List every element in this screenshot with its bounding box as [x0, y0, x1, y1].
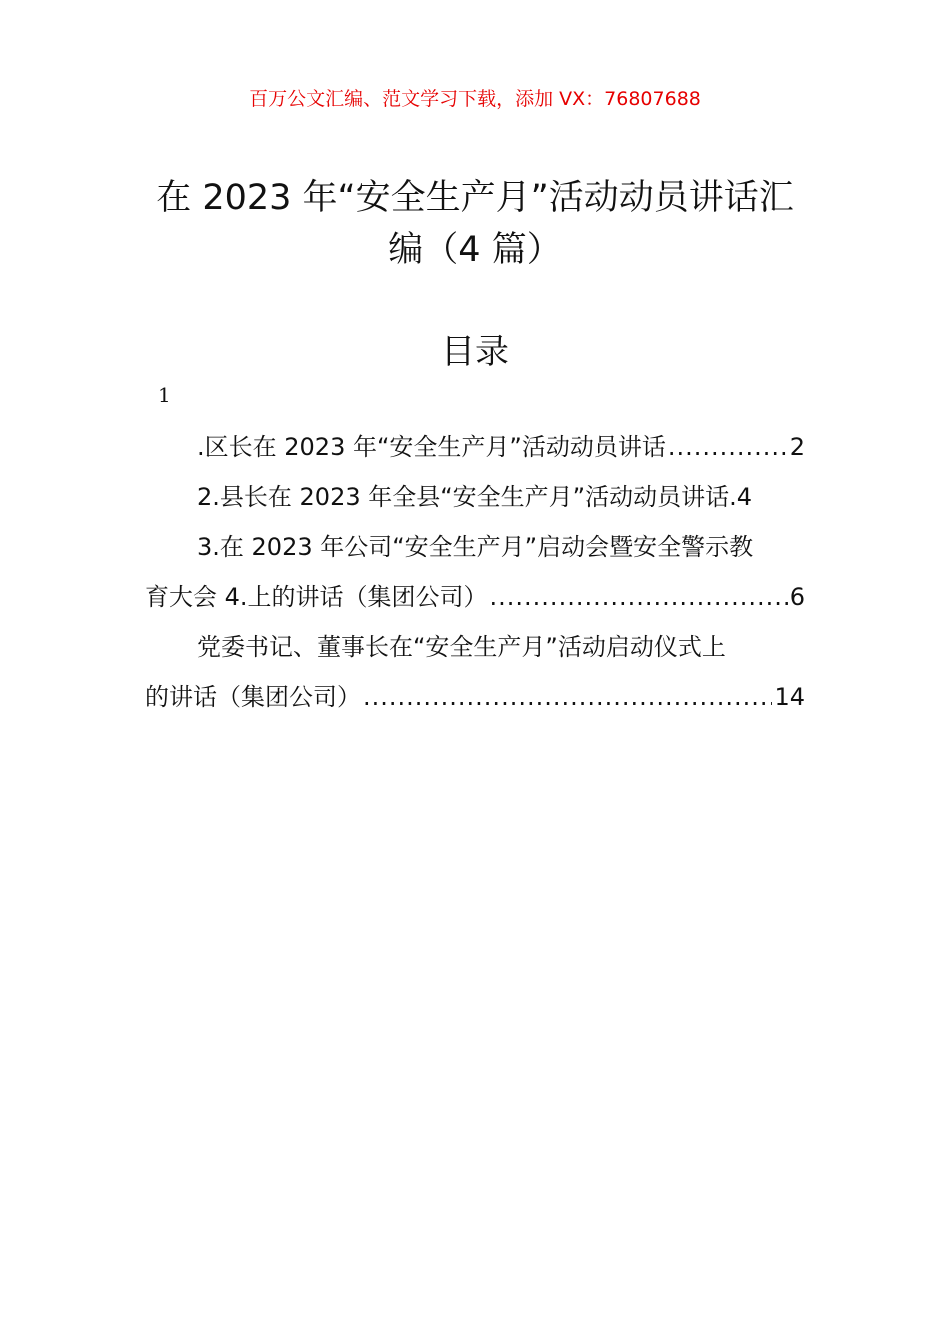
page-number-marker: 1 [158, 383, 171, 407]
toc-entry-3-line-1[interactable] [145, 522, 805, 572]
toc-entry-2-leader: . [729, 483, 737, 511]
toc-entry-1[interactable] [145, 422, 805, 472]
toc-entry-1-text: .区长在 2023 年“安全生产月”活动动员讲话 [197, 433, 666, 461]
toc-entry-4-text-line-1: 党委书记、董事长在“安全生产月”活动启动仪式上 [197, 633, 726, 661]
toc-entry-2-text: 2.县长在 2023 年全县“安全生产月”活动动员讲话 [197, 483, 730, 511]
document-title-line-2: 编（4 篇） [388, 230, 562, 270]
toc-entry-2-page: 4 [736, 483, 753, 511]
toc-entry-3-page: 6 [789, 583, 805, 611]
toc-entry-3-line-2[interactable] [145, 572, 805, 622]
toc-entry-4-line-1[interactable] [145, 622, 805, 672]
toc-entry-3-text-line-1: 3.在 2023 年公司“安全生产月”启动会暨安全警示教 [197, 533, 754, 561]
document-title-line-1: 在 2023 年“安全生产月”活动动员讲话汇 [156, 178, 794, 218]
watermark-banner: 百万公文汇编、范文学习下载，添加 VX：76807688 [249, 88, 701, 110]
toc-entry-1-leader [668, 422, 788, 472]
toc-entry-3-leader [490, 572, 788, 622]
toc-entry-4-line-2[interactable] [145, 672, 805, 722]
toc-entry-3-text-line-2: 育大会 4.上的讲话（集团公司） [145, 583, 488, 611]
toc-entry-1-page: 2 [789, 433, 805, 461]
table-of-contents [145, 422, 805, 722]
toc-entry-4-page: 14 [774, 683, 805, 711]
toc-heading: 目录 [441, 332, 509, 372]
document-title [140, 172, 810, 276]
toc-entry-4-leader [363, 672, 772, 722]
toc-entry-4-text-line-2: 的讲话（集团公司） [145, 683, 361, 711]
toc-entry-2[interactable] [145, 472, 805, 522]
